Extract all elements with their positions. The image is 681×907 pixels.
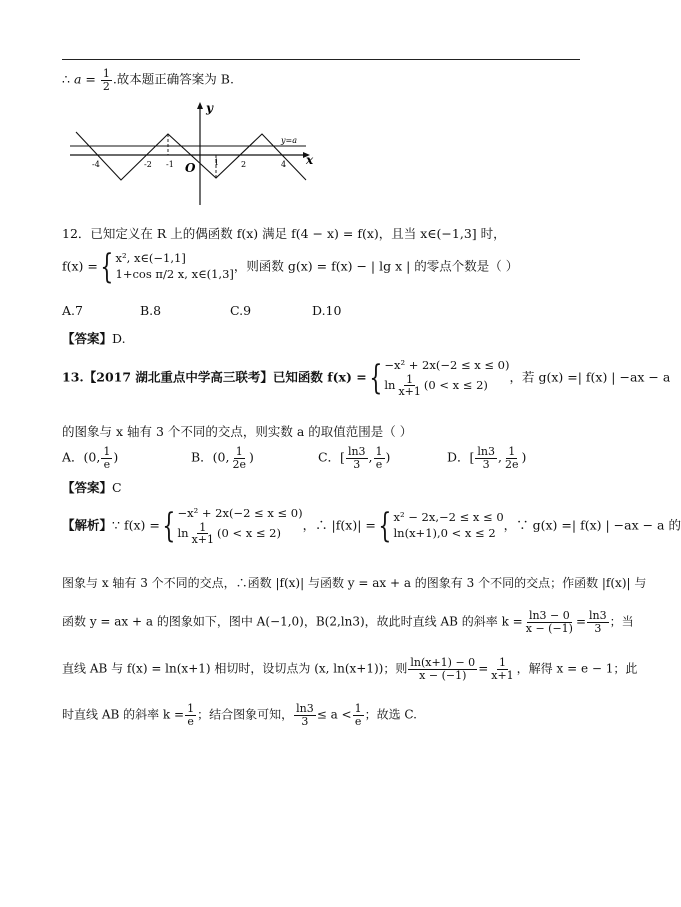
fraction — [353, 703, 364, 727]
analysis-line-2: 图象与 x 轴有 3 个不同的交点，∴函数 |f(x)| 与函数 y = ax + a 的图象有 3 个不同的交点；作函数 |f(x)| 与 — [62, 576, 647, 590]
line-label: y=a — [281, 136, 297, 145]
ln-label: ln — [384, 377, 396, 392]
option-post: ) — [521, 449, 527, 465]
fraction-denominator: e — [103, 457, 111, 471]
fraction-numerator: 1 — [199, 520, 207, 534]
q12-tail: ，则函数 g(x) = f(x) − | lg x | 的零点个数是（ ） — [233, 258, 519, 274]
fraction — [587, 610, 609, 634]
option-b — [191, 446, 314, 470]
answer-tag: 【答案】 — [62, 480, 113, 495]
analysis-text: ≤ a < — [316, 707, 352, 722]
fraction — [190, 522, 216, 546]
equals-sign: = — [478, 661, 489, 676]
fraction-denominator: 2 — [102, 79, 110, 93]
option-label: A． — [62, 449, 84, 465]
fraction-denominator: e — [375, 457, 383, 471]
analysis-text: ；结合图象可知， — [197, 707, 294, 722]
fraction-numerator: ln3 — [477, 445, 495, 458]
fraction — [101, 446, 112, 470]
fraction — [294, 703, 316, 727]
q12-stem: 12．已知定义在 R 上的偶函数 f(x) 满足 f(4 − x) = f(x)，且当 x∈(−1,3] 时， — [62, 226, 506, 241]
analysis-line-5 — [62, 703, 417, 727]
function-graph — [66, 100, 326, 210]
analysis-text: 时直线 AB 的斜率 k = — [62, 707, 185, 722]
answer-value: D. — [112, 331, 126, 346]
tick-label: 1 — [214, 158, 220, 167]
equals-sign: = — [575, 614, 587, 629]
fraction-numerator: 1 — [102, 67, 110, 80]
case-1: x², x∈(−1,1] — [115, 251, 186, 266]
brace: { — [162, 505, 176, 546]
option-d: D．[ $\frac{\ln 3}{3}$ , $\frac{1}{2e}$ ) — [446, 445, 527, 471]
fraction — [408, 657, 477, 681]
q13-suffix: ，若 g(x) =| f(x) | −ax − a — [509, 369, 671, 385]
case-2: 1+cos π/2 x, x∈(1,3] — [115, 267, 234, 281]
fraction-numerator: ln3 — [347, 445, 366, 458]
option-post: ) — [113, 449, 119, 465]
analysis-line-3 — [62, 610, 634, 634]
analysis-tag: 【解析】 — [62, 517, 113, 533]
tick-label: -4 — [92, 160, 100, 169]
q13-line2: 的图象与 x 轴有 3 个不同的交点，则实数 a 的取值范围是（ ） — [62, 424, 413, 439]
answer-tag: 【答案】 — [62, 331, 113, 346]
tick-label: -1 — [166, 160, 174, 169]
analysis-text: ，∴ |f(x)| = — [302, 517, 376, 533]
fraction-numerator: ln3 — [589, 609, 607, 622]
fraction-denominator: x − (−1) — [525, 621, 573, 635]
x-axis-label: x — [306, 153, 314, 167]
fraction — [346, 446, 368, 470]
tick-label: 2 — [241, 160, 247, 169]
analysis-line-4 — [62, 657, 637, 681]
fraction-numerator: ln3 — [296, 702, 314, 715]
fraction — [185, 703, 196, 727]
brace: { — [378, 505, 392, 546]
option-c: C．[ $\frac{\ln 3}{3}$ , $\frac{1}{e}$ ) — [317, 445, 391, 471]
q12-piecewise — [62, 247, 519, 287]
analysis-text: 函数 y = ax + a 的图象如下，图中 A(−1,0)，B(2,ln3)，故此时直线 AB 的斜率 k = — [62, 614, 523, 629]
option-a — [62, 446, 187, 470]
fraction — [475, 446, 497, 470]
analysis-text: ∵ f(x) = — [112, 517, 160, 533]
cases — [116, 251, 234, 282]
cases — [384, 358, 509, 398]
fraction-denominator: 3 — [594, 621, 602, 635]
case-1: −x² + 2x(−2 ≤ x ≤ 0) — [384, 358, 510, 372]
analysis-text: ；当 — [609, 614, 634, 629]
option-post: ) — [385, 449, 391, 465]
fraction-denominator: 3 — [482, 457, 490, 471]
fraction-denominator: 2e — [504, 457, 519, 471]
fraction-numerator: 1 — [235, 445, 243, 458]
fraction — [101, 68, 112, 92]
option-pre: (0, — [212, 449, 230, 465]
fraction-numerator: ln3 − 0 — [528, 609, 570, 622]
fraction-denominator: x+1 — [398, 385, 421, 399]
fraction-denominator: e — [187, 714, 194, 728]
fraction-denominator: 2e — [232, 457, 246, 471]
fraction-denominator: 3 — [353, 457, 361, 471]
q13-answer — [62, 480, 122, 496]
option-pre: [ — [469, 449, 475, 465]
origin-label: O — [185, 161, 196, 175]
tick-label: 4 — [281, 160, 287, 169]
option-d: D.10 — [312, 303, 342, 318]
analysis-text: ，解得 x = e − 1；此 — [516, 661, 638, 676]
cases — [177, 506, 302, 546]
header-rule — [62, 59, 580, 60]
option-label: C． — [317, 449, 341, 465]
q12-answer — [62, 331, 126, 347]
case-2: ln $\frac{1}{x+1}$ (0 < x ≤ 2) — [177, 520, 281, 547]
analysis-text: ，∵ g(x) =| f(x) | −ax − a 的 — [503, 517, 681, 533]
fraction-numerator: ln(x+1) − 0 — [410, 656, 476, 669]
variable-a: a — [73, 71, 82, 87]
fraction-numerator: 1 — [187, 702, 195, 715]
option-post: ) — [249, 449, 254, 465]
option-label: B． — [190, 449, 213, 465]
fraction-numerator: 1 — [103, 445, 111, 458]
fraction — [374, 446, 385, 470]
fraction-numerator: 1 — [508, 445, 516, 458]
brace: { — [100, 247, 114, 287]
fraction — [230, 446, 248, 470]
analysis-text: 直线 AB 与 f(x) = ln(x+1) 相切时，设切点为 (x, ln(x+1))；则 — [62, 661, 408, 676]
answer-value: C — [112, 480, 122, 495]
fraction-numerator: 1 — [375, 445, 383, 458]
option-b: B.8 — [140, 303, 162, 318]
fraction-denominator: e — [354, 714, 362, 728]
q11-conclusion — [62, 68, 234, 92]
tick-label: -2 — [144, 160, 152, 169]
option-c: C.9 — [230, 303, 252, 318]
equals-sign: = — [81, 71, 100, 87]
analysis-text: ；故选 C. — [364, 707, 417, 722]
case-2: ln(x+1),0 < x ≤ 2 — [393, 525, 496, 540]
option-pre: (0, — [83, 449, 101, 465]
case-2 — [384, 374, 509, 398]
q13-options — [62, 446, 526, 470]
conclusion-text: .故本题正确答案为 B. — [112, 71, 234, 87]
brace: { — [369, 357, 383, 398]
fraction-denominator: x − (−1) — [419, 668, 467, 682]
fraction-numerator: 1 — [406, 372, 414, 386]
case-2-domain: (0 < x ≤ 2) — [423, 377, 488, 392]
function-label: f(x) = — [62, 258, 98, 274]
fraction — [396, 374, 422, 398]
fraction-denominator: x+1 — [491, 668, 514, 682]
option-a: A.7 — [62, 303, 83, 318]
option-label: D． — [446, 449, 470, 465]
fraction-denominator: x+1 — [191, 533, 214, 547]
therefore-symbol: ∴ — [62, 71, 70, 87]
case-1: −x² + 2x(−2 ≤ x ≤ 0) — [177, 506, 303, 520]
fraction-denominator: 3 — [301, 714, 309, 728]
cases — [394, 510, 504, 541]
fraction — [489, 657, 515, 681]
option-pre: [ — [340, 449, 345, 465]
y-axis-label: y — [206, 101, 213, 115]
q12-options — [62, 303, 341, 319]
fraction — [503, 446, 521, 470]
fraction — [524, 610, 575, 634]
fraction-numerator: 1 — [354, 702, 362, 715]
case-1: x² − 2x,−2 ≤ x ≤ 0 — [393, 510, 504, 525]
y-axis-arrow — [197, 102, 203, 109]
case-2-domain: (0 < x ≤ 2) — [216, 525, 281, 540]
q13-stem — [62, 358, 670, 398]
q13-prefix: 13.【2017 湖北重点中学高三联考】已知函数 f(x) = — [62, 369, 367, 385]
analysis-line-1 — [62, 506, 681, 546]
fraction-numerator: 1 — [498, 656, 506, 669]
